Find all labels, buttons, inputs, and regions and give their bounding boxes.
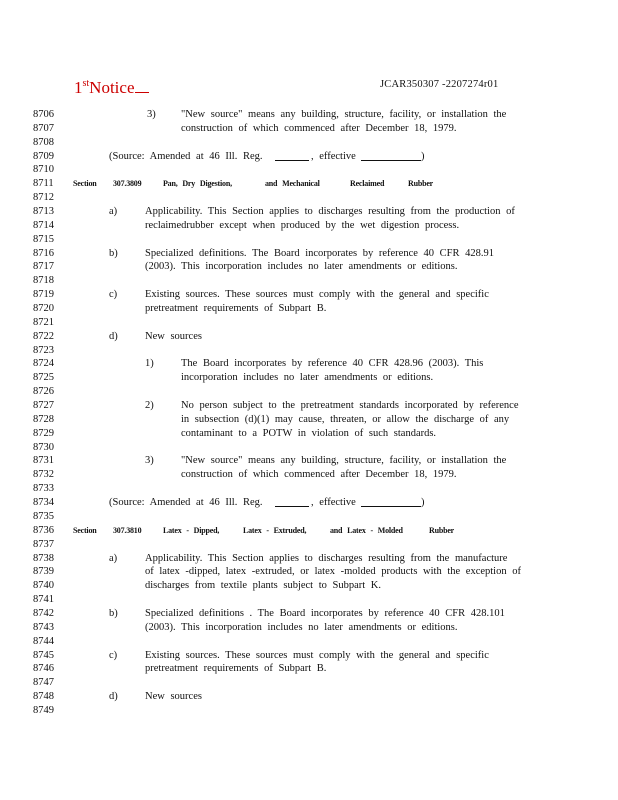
- line-number: 8721: [33, 316, 54, 328]
- section-heading-text: and Latex - Molded: [330, 525, 403, 535]
- line-number: 8746: [33, 663, 54, 675]
- notice-underline: [135, 78, 149, 93]
- line-text: d): [109, 330, 118, 342]
- line-text: c): [109, 289, 118, 301]
- document-line: [0, 219, 618, 233]
- line-text: 3): [145, 455, 154, 467]
- line-number: 8727: [33, 400, 54, 412]
- section-heading-text: Section: [73, 525, 97, 535]
- line-text: New sources: [145, 330, 202, 342]
- line-text: (2003). This incorporation includes no later amendments or editions.: [145, 261, 458, 273]
- line-text: a): [109, 206, 118, 218]
- line-text: construction of which commenced after December 18, 1979.: [181, 122, 457, 134]
- line-text: 1): [145, 358, 154, 370]
- line-text: The Board incorporates by reference 40 CFR 428.96 (2003). This: [181, 358, 484, 370]
- line-number: 8742: [33, 607, 54, 619]
- line-text: pretreatment requirements of Subpart B.: [145, 303, 327, 315]
- notice-number: 1: [74, 78, 83, 97]
- document-line: [0, 150, 618, 164]
- line-text: pretreatment requirements of Subpart B.: [145, 663, 327, 675]
- document-line: [0, 524, 618, 538]
- document-line: [0, 565, 618, 579]
- line-text: ): [421, 150, 425, 162]
- line-text: , effective: [311, 150, 356, 162]
- document-line: [0, 108, 618, 122]
- document-line: [0, 163, 618, 177]
- notice-word: Notice: [89, 78, 135, 97]
- line-text: (2003). This incorporation includes no later amendments or editions.: [145, 621, 458, 633]
- line-number: 8717: [33, 261, 54, 273]
- line-number: 8741: [33, 594, 54, 606]
- line-text: New sources: [145, 691, 202, 703]
- document-line: [0, 357, 618, 371]
- document-reference: JCAR350307 -2207274r01: [380, 79, 499, 90]
- document-line: [0, 260, 618, 274]
- line-number: 8734: [33, 497, 54, 509]
- line-text: , effective: [311, 497, 356, 509]
- line-number: 8711: [33, 178, 54, 190]
- section-heading-text: 307.3810: [113, 525, 142, 535]
- line-number: 8731: [33, 455, 54, 467]
- document-line: [0, 441, 618, 455]
- line-text: "New source" means any building, structure, facility, or installation the: [181, 109, 507, 120]
- document-line: [0, 136, 618, 150]
- line-text: 3): [147, 109, 156, 120]
- line-text: b): [109, 247, 118, 259]
- line-text: reclaimedrubber except when produced by the wet digestion process.: [145, 219, 460, 231]
- line-number: 8740: [33, 580, 54, 592]
- line-number: 8738: [33, 552, 54, 564]
- section-heading-text: Reclaimed: [350, 179, 385, 189]
- line-number: 8737: [33, 538, 54, 550]
- line-number: 8714: [33, 219, 54, 231]
- document-line: [0, 344, 618, 358]
- document-line: [0, 552, 618, 566]
- line-number: 8728: [33, 413, 54, 425]
- line-number: 8732: [33, 469, 54, 481]
- line-number: 8739: [33, 566, 54, 578]
- section-heading-text: Pan, Dry Digestion,: [163, 179, 232, 189]
- line-number: 8744: [33, 635, 54, 647]
- line-text: in subsection (d)(1) may cause, threaten, or allow the discharge of any: [181, 413, 510, 425]
- line-text: construction of which commenced after December 18, 1979.: [181, 469, 457, 481]
- line-text: c): [109, 649, 118, 661]
- line-text: a): [109, 552, 118, 564]
- document-line: [0, 510, 618, 524]
- document-line: [0, 649, 618, 663]
- line-number: 8708: [33, 136, 54, 148]
- document-line: [0, 330, 618, 344]
- document-line: [0, 274, 618, 288]
- line-text: of latex -dipped, latex -extruded, or latex -molded products with the exception of: [145, 566, 521, 578]
- section-heading-text: Latex - Dipped,: [163, 525, 220, 535]
- line-number: 8725: [33, 372, 54, 384]
- document-body: [0, 108, 618, 718]
- line-number: 8719: [33, 289, 54, 301]
- line-text: No person subject to the pretreatment standards incorporated by reference: [181, 400, 519, 412]
- line-number: 8718: [33, 275, 54, 287]
- line-text: Existing sources. These sources must comply with the general and specific: [145, 649, 489, 661]
- section-heading-text: Section: [73, 179, 97, 189]
- line-number: 8723: [33, 344, 54, 356]
- line-text: b): [109, 607, 118, 619]
- notice-superscript: st: [82, 78, 90, 89]
- line-text: "New source" means any building, structure, facility, or installation the: [181, 455, 507, 467]
- line-number: 8730: [33, 441, 54, 453]
- line-text: discharges from textile plants subject to Subpart K.: [145, 580, 382, 592]
- line-number: 8713: [33, 206, 54, 218]
- section-heading-text: Rubber: [429, 525, 455, 535]
- section-heading-text: Latex - Extruded,: [243, 525, 307, 535]
- line-number: 8729: [33, 427, 54, 439]
- line-number: 8736: [33, 524, 54, 536]
- line-text: Specialized definitions. The Board incorporates by reference 40 CFR 428.91: [145, 247, 495, 259]
- section-heading-text: Rubber: [408, 179, 434, 189]
- line-text: Applicability. This Section applies to discharges resulting from the manufacture: [145, 552, 508, 564]
- document-line: [0, 427, 618, 441]
- line-number: 8715: [33, 233, 54, 245]
- line-number: 8707: [33, 122, 54, 134]
- document-line: [0, 205, 618, 219]
- notice-label: [74, 74, 149, 98]
- document-line: [0, 607, 618, 621]
- section-heading-text: and Mechanical: [265, 179, 320, 189]
- line-text: contaminant to a POTW in violation of such standards.: [181, 427, 437, 439]
- line-number: 8733: [33, 483, 54, 495]
- line-number: 8712: [33, 192, 54, 204]
- document-line: [0, 482, 618, 496]
- document-line: [0, 413, 618, 427]
- document-line: [0, 177, 618, 191]
- line-number: 8716: [33, 247, 54, 259]
- document-line: [0, 635, 618, 649]
- line-number: 8706: [33, 109, 54, 120]
- line-text: Applicability. This Section applies to discharges resulting from the production of: [145, 206, 515, 218]
- line-number: 8749: [33, 704, 54, 716]
- document-line: [0, 316, 618, 330]
- line-text: ): [421, 497, 425, 509]
- line-number: 8722: [33, 330, 54, 342]
- document-line: [0, 233, 618, 247]
- document-line: [0, 191, 618, 205]
- line-number: 8743: [33, 621, 54, 633]
- line-number: 8724: [33, 358, 54, 370]
- line-number: 8726: [33, 386, 54, 398]
- document-line: [0, 122, 618, 136]
- document-line: [0, 371, 618, 385]
- document-line: [0, 496, 618, 510]
- document-line: [0, 579, 618, 593]
- document-line: [0, 621, 618, 635]
- line-text: (Source: Amended at 46 Ill. Reg.: [109, 497, 263, 509]
- document-line: [0, 538, 618, 552]
- line-text: incorporation includes no later amendments or editions.: [181, 372, 434, 384]
- line-number: 8720: [33, 303, 54, 315]
- document-line: [0, 690, 618, 704]
- document-line: [0, 399, 618, 413]
- document-line: [0, 593, 618, 607]
- line-text: Existing sources. These sources must comply with the general and specific: [145, 289, 489, 301]
- line-number: 8747: [33, 677, 54, 689]
- document-line: [0, 454, 618, 468]
- line-number: 8748: [33, 691, 54, 703]
- line-text: (Source: Amended at 46 Ill. Reg.: [109, 150, 263, 162]
- document-line: [0, 662, 618, 676]
- document-line: [0, 247, 618, 261]
- line-text: Specialized definitions . The Board incorporates by reference 40 CFR 428.101: [145, 607, 505, 619]
- document-line: [0, 676, 618, 690]
- document-line: [0, 385, 618, 399]
- document-line: [0, 468, 618, 482]
- line-number: 8709: [33, 150, 54, 162]
- line-text: 2): [145, 400, 154, 412]
- line-number: 8710: [33, 164, 54, 176]
- line-text: d): [109, 691, 118, 703]
- line-number: 8745: [33, 649, 54, 661]
- document-line: [0, 704, 618, 718]
- document-line: [0, 288, 618, 302]
- document-line: [0, 302, 618, 316]
- section-heading-text: 307.3809: [113, 179, 142, 189]
- line-number: 8735: [33, 510, 54, 522]
